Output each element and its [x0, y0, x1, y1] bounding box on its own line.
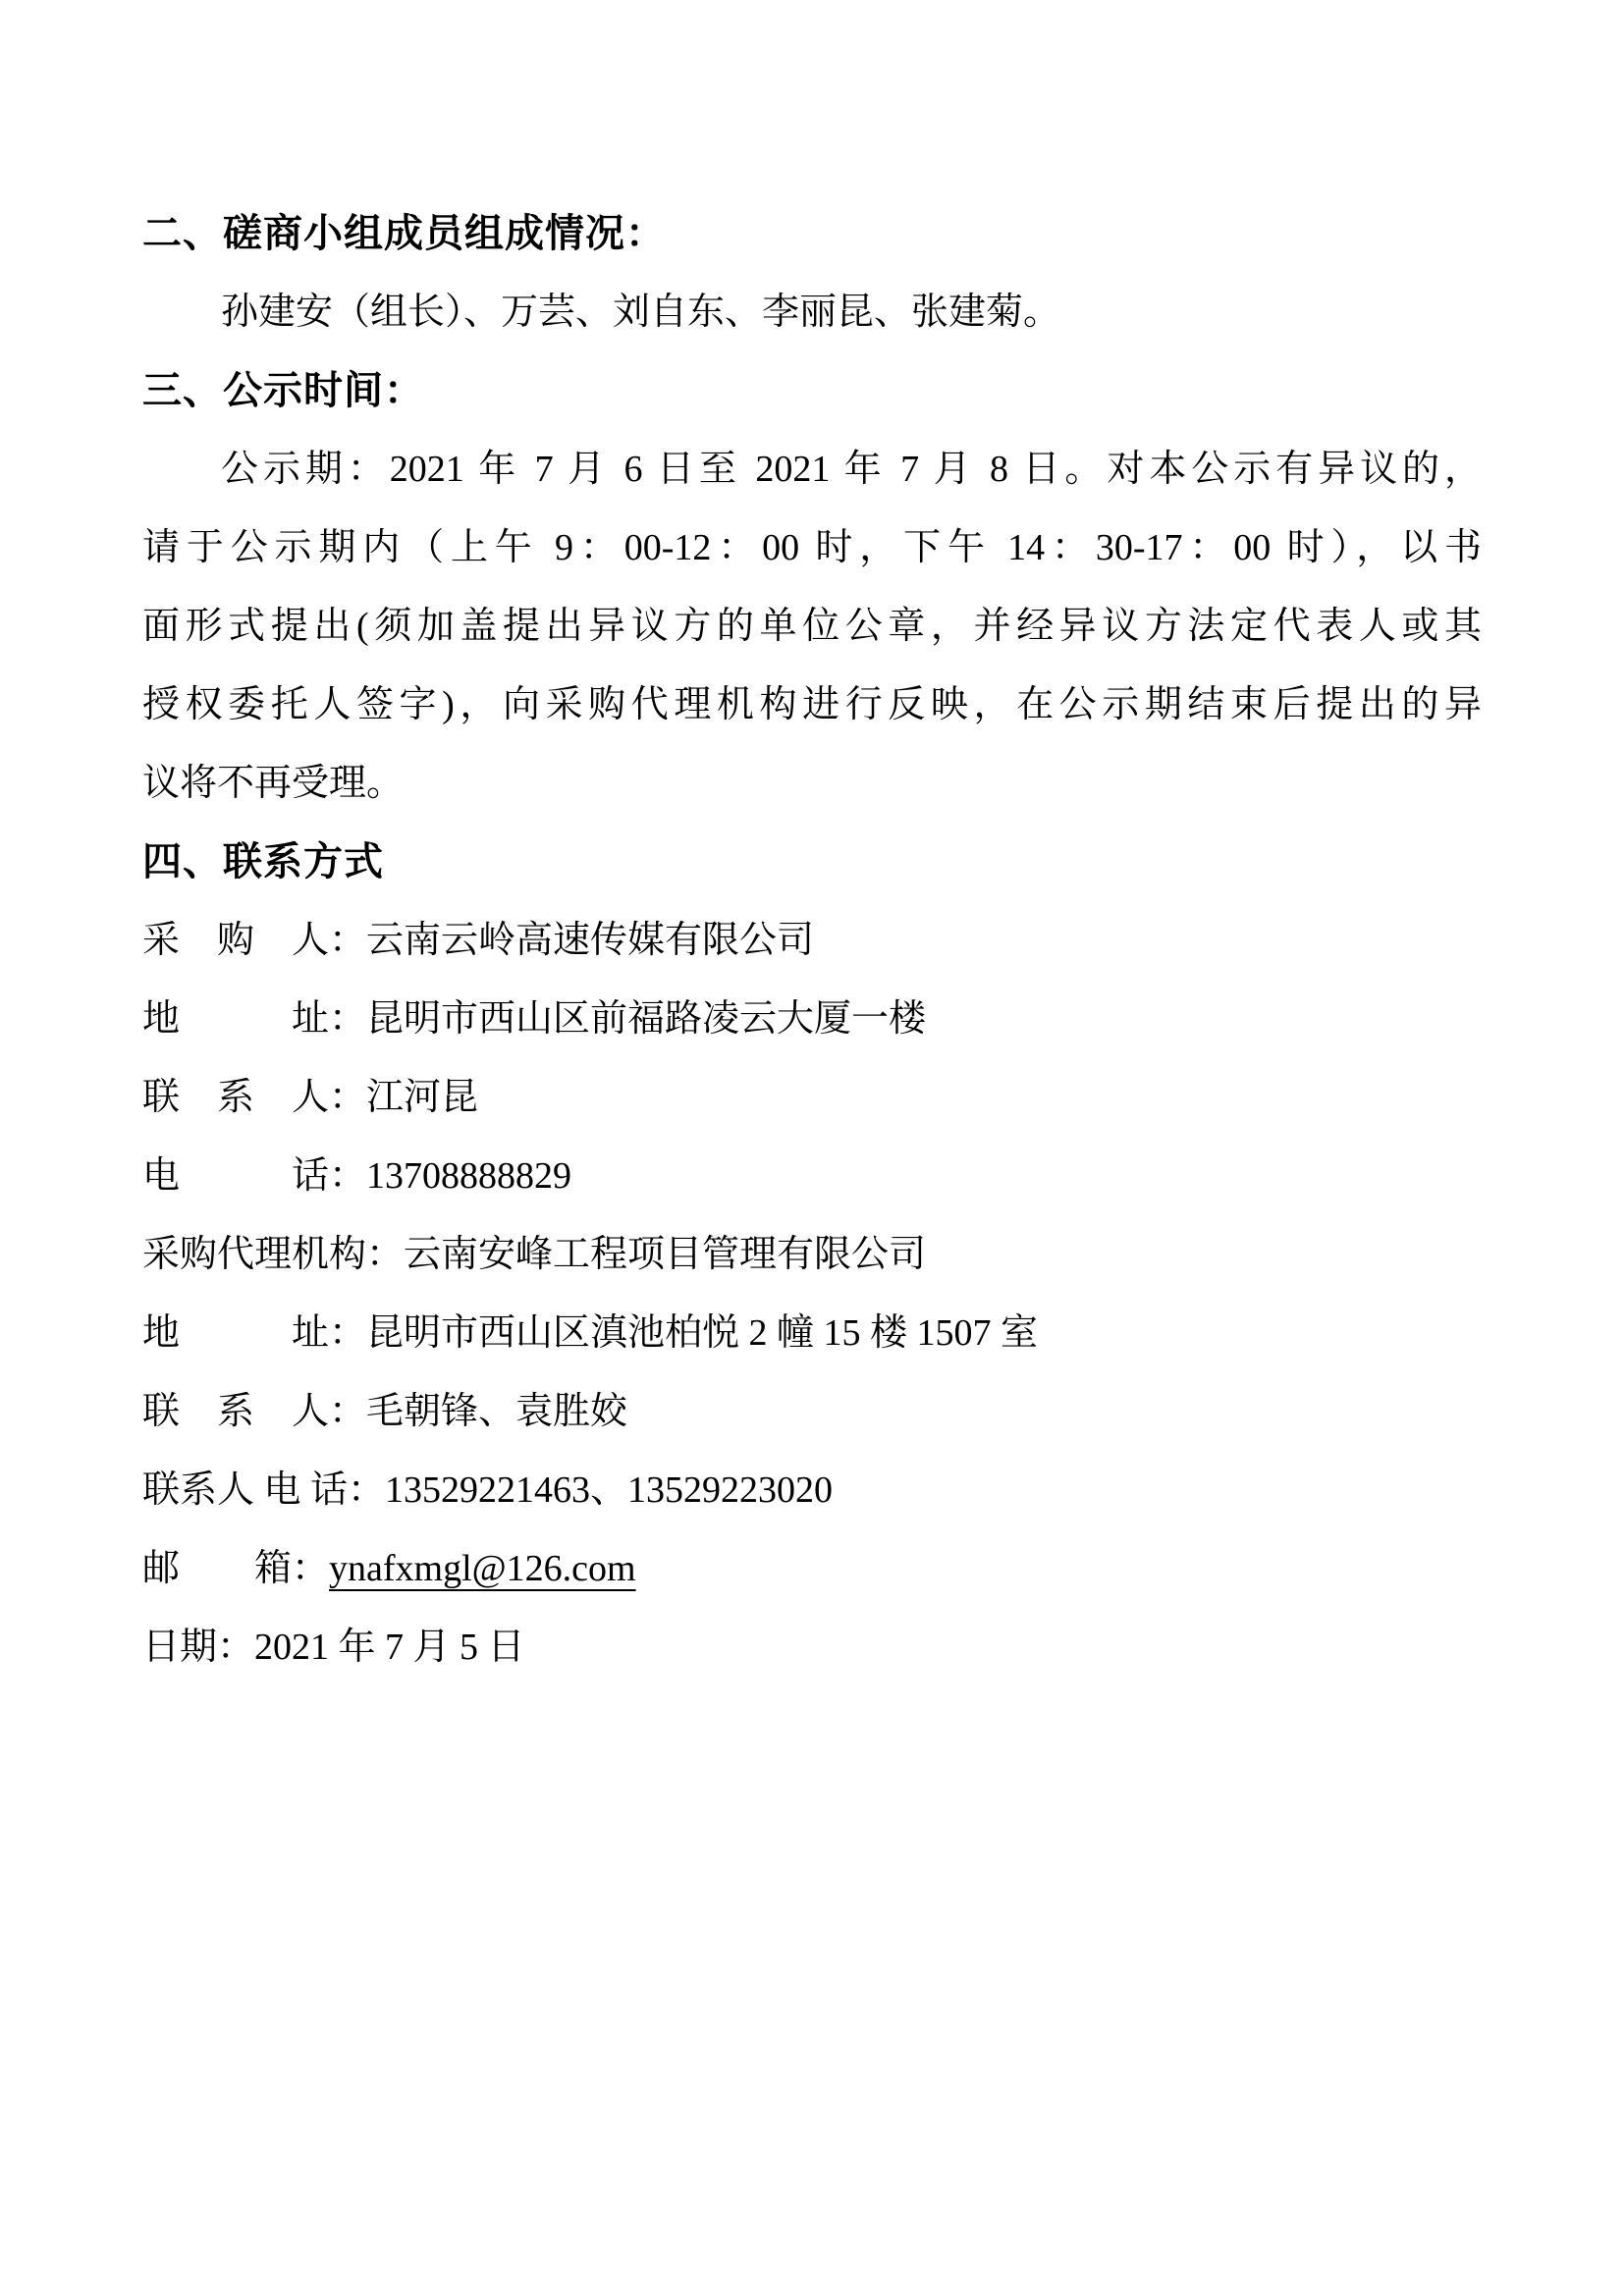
contact-label: 采 购 人： — [142, 920, 367, 961]
contact-value: 2021 年 7 月 5 日 — [254, 1627, 525, 1668]
publicity-paragraph-line: 请于公示期内（上午 9：00-12：00 时，下午 14：30-17：00 时），以书 — [142, 527, 1482, 568]
contact-line-purchaser-person — [142, 1058, 1482, 1137]
contact-line-email — [142, 1529, 1482, 1608]
contact-label: 联系人 电 话： — [142, 1469, 386, 1511]
contact-line-agency-person — [142, 1372, 1482, 1451]
contact-line-purchaser-phone — [142, 1137, 1482, 1215]
contact-value: 云南安峰工程项目管理有限公司 — [404, 1234, 927, 1275]
publicity-paragraph-line: 公示期：2021 年 7 月 6 日至 2021 年 7 月 8 日。对本公示有异议的， — [221, 449, 1482, 490]
contact-label: 地 址： — [142, 998, 367, 1040]
publicity-paragraph-line: 面形式提出(须加盖提出异议方的单位公章，并经异议方法定代表人或其 — [142, 606, 1482, 647]
contact-value: 13708888829 — [366, 1155, 572, 1197]
panel-members-names: 孙建安（组长）、万芸、刘自东、李丽昆、张建菊。 — [221, 292, 1061, 333]
section-heading-contact: 四、联系方式 — [142, 840, 384, 883]
contact-line-agency-phone — [142, 1451, 1482, 1529]
contact-value: 毛朝锋、袁胜姣 — [366, 1391, 628, 1432]
contact-value: 13529221463、13529223020 — [385, 1469, 834, 1511]
contact-value: 昆明市西山区滇池柏悦 2 幢 15 楼 1507 室 — [366, 1312, 1039, 1354]
contact-label: 联 系 人： — [142, 1391, 367, 1432]
contact-line-date — [142, 1608, 1482, 1686]
contact-line-purchaser — [142, 901, 1482, 980]
contact-value: 昆明市西山区前福路凌云大厦一楼 — [366, 998, 927, 1040]
contact-label: 日期： — [142, 1627, 255, 1668]
contact-label: 电 话： — [142, 1155, 367, 1197]
contact-label: 采购代理机构： — [142, 1234, 405, 1275]
section-heading-publicity-time: 三、公示时间： — [142, 369, 424, 412]
contact-value: 云南云岭高速传媒有限公司 — [366, 920, 815, 961]
document-content — [142, 194, 1482, 1686]
contact-value: 江河昆 — [366, 1077, 479, 1118]
email-link[interactable]: ynafxmgl@126.com — [329, 1548, 636, 1589]
contact-label: 地 址： — [142, 1312, 367, 1354]
section-heading-panel-members: 二、磋商小组成员组成情况： — [142, 212, 666, 255]
contact-line-purchaser-address — [142, 980, 1482, 1058]
contact-label: 联 系 人： — [142, 1077, 367, 1118]
contact-line-agency-address — [142, 1294, 1482, 1372]
contact-line-agency — [142, 1215, 1482, 1294]
contact-label: 邮 箱： — [142, 1548, 330, 1589]
publicity-paragraph-line: 议将不再受理。 — [142, 763, 405, 804]
publicity-paragraph-line: 授权委托人签字)，向采购代理机构进行反映，在公示期结束后提出的异 — [142, 684, 1482, 725]
